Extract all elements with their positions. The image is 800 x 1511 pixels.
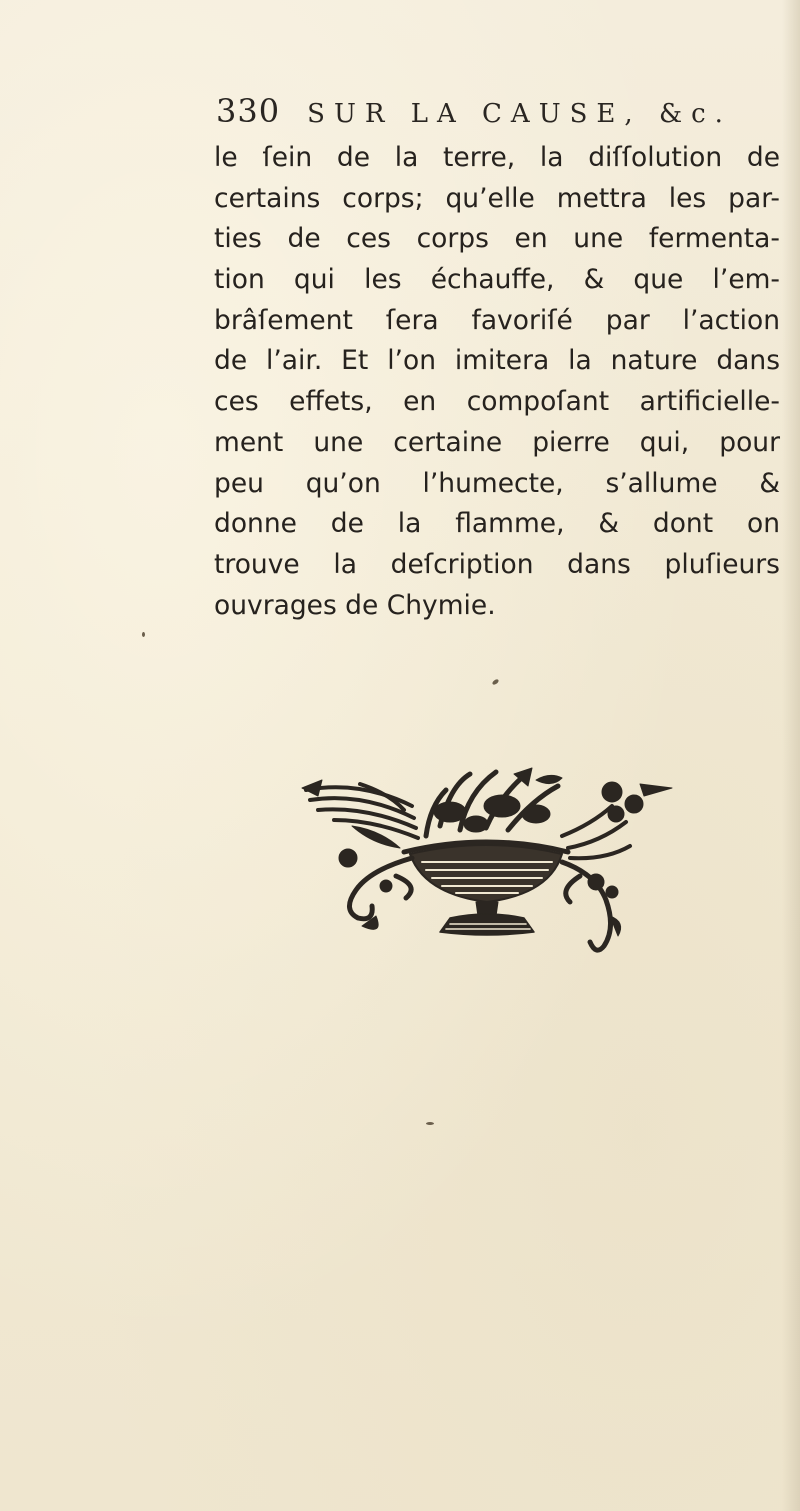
running-head: SUR LA CAUSE, &c. <box>307 99 732 129</box>
text-line: peu qu’on l’humecte, s’allume & <box>214 467 780 499</box>
text-line: brâſement ſera favoriſé par l’action <box>214 304 780 336</box>
page-edge-shadow <box>782 0 800 1511</box>
page-header <box>216 92 776 136</box>
page-number: 330 <box>216 92 281 130</box>
ink-speck <box>426 1122 434 1125</box>
urn-with-flowers-vignette-icon <box>300 766 675 956</box>
text-line: tion qui les échauffe, & que l’em- <box>214 264 780 296</box>
text-line: de l’air. Et l’on imitera la nature dans <box>214 345 780 377</box>
text-line: ces effets, en compoſant artificielle- <box>214 386 780 418</box>
ink-speck <box>142 632 145 637</box>
text-line: ment une certaine pierre qui, pour <box>214 426 780 458</box>
text-line: ties de ces corps en une fermenta- <box>214 223 780 255</box>
text-line: trouve la deſcription dans pluſieurs <box>214 548 780 580</box>
ink-speck <box>491 678 499 685</box>
body-paragraph <box>214 138 780 626</box>
text-line: le ſein de la terre, la diſſolution de <box>214 142 780 173</box>
text-line: ouvrages de Chymie. <box>214 589 496 621</box>
text-line: certains corps; qu’elle mettra les par- <box>214 182 780 214</box>
text-line: donne de la flamme, & dont on <box>214 508 780 540</box>
